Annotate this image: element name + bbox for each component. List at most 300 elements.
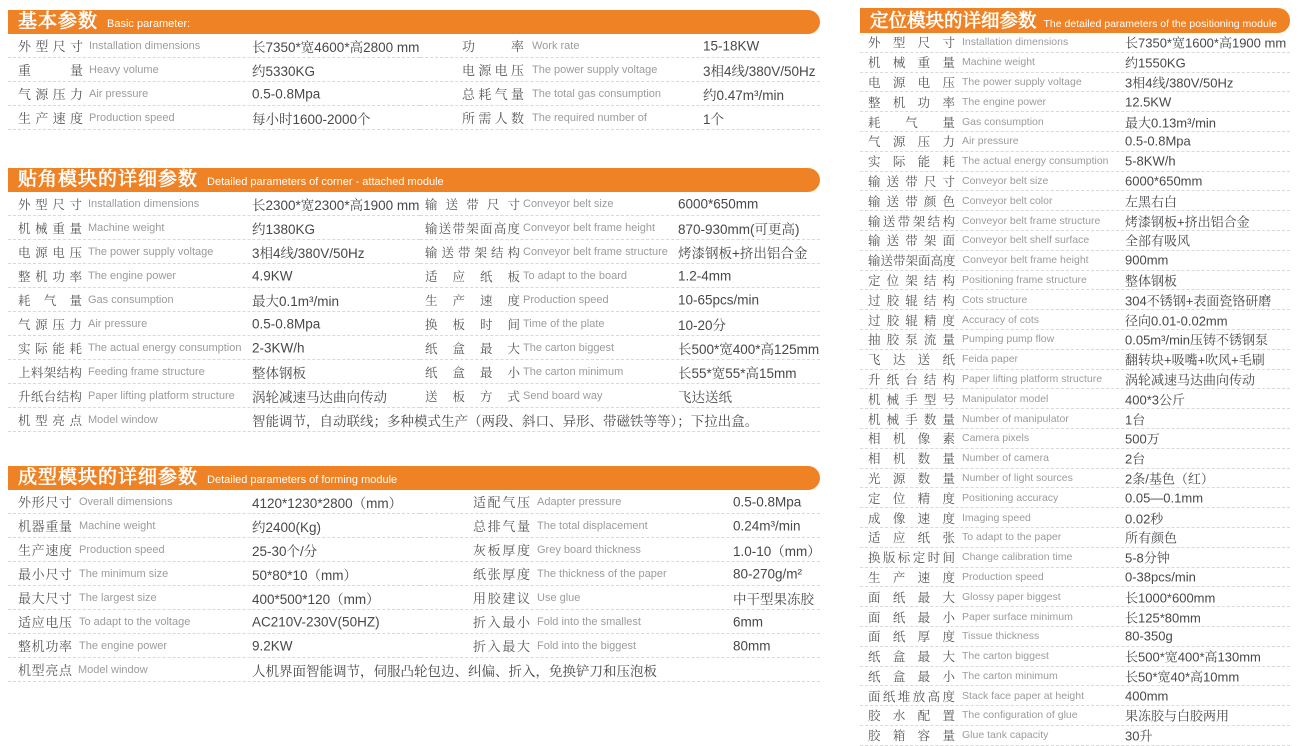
spec-label-en: Machine weight: [88, 221, 165, 234]
spec-row: [860, 350, 1290, 370]
spec-row: [860, 409, 1290, 429]
spec-label-zh: 纸盒最大: [425, 341, 520, 356]
spec-value: 长55*宽55*高15mm: [678, 365, 797, 381]
corner-header-bar: [8, 168, 820, 192]
spec-row: [860, 587, 1290, 607]
spec-label-en: Conveyor belt frame structure: [962, 214, 1101, 227]
spec-row: [860, 706, 1290, 726]
spec-value: 0.02秒: [1125, 511, 1164, 527]
forming-columns: [8, 490, 820, 658]
spec-label-zh: 耗气量: [868, 115, 955, 130]
corner-left-column: [8, 192, 420, 408]
spec-row: [8, 34, 420, 58]
spec-label-en: Air pressure: [89, 87, 149, 100]
positioning-rows: [860, 33, 1290, 746]
positioning-title-zh: 定位模块的详细参数: [870, 10, 1037, 31]
spec-value: 烤漆钢板+挤出铝合金: [1125, 214, 1250, 230]
spec-value: 约0.47m³/min: [703, 87, 785, 103]
spec-value: 涡轮减速马达曲向传动: [1125, 372, 1256, 388]
spec-label-en: The total gas consumption: [532, 87, 662, 100]
spec-row: [8, 336, 420, 360]
spec-row: [860, 53, 1290, 73]
spec-label-zh: 飞达送纸: [868, 353, 955, 368]
spec-label-en: Conveyor belt frame height: [962, 254, 1089, 267]
spec-value: 最大0.1m³/min: [252, 293, 340, 309]
spec-label-en: Heavy volume: [89, 63, 159, 76]
spec-label-zh: 电源电压: [18, 245, 82, 260]
spec-label-en: Paper lifting platform structure: [88, 389, 235, 402]
spec-value: 约2400(Kg): [252, 519, 322, 535]
spec-row: [420, 562, 820, 586]
spec-label-en: Gas consumption: [962, 115, 1044, 128]
spec-value: 长7350*宽4600*高2800 mm: [252, 39, 420, 55]
spec-label-zh: 最小尺寸: [18, 567, 72, 582]
spec-label-en: Conveyor belt color: [962, 194, 1053, 207]
spec-label-en: Conveyor belt shelf surface: [962, 234, 1090, 247]
basic-title-zh: 基本参数: [18, 11, 99, 32]
spec-label-zh: 纸张厚度: [473, 567, 530, 582]
spec-label-en: Imaging speed: [962, 511, 1031, 524]
spec-label-en: Number of light sources: [962, 471, 1073, 484]
spec-label-zh: 灰板厚度: [473, 543, 530, 558]
spec-row: [420, 82, 820, 106]
spec-row: [420, 288, 820, 312]
spec-row: [8, 562, 420, 586]
panel-corner-module: [8, 168, 820, 432]
spec-label-en: Installation dimensions: [89, 39, 201, 52]
spec-row: [860, 330, 1290, 350]
spec-label-en: Positioning accuracy: [962, 491, 1059, 504]
spec-label-en: Conveyor belt size: [523, 197, 614, 210]
spec-row: [860, 271, 1290, 291]
spec-value: 长2300*宽2300*高1900 mm: [252, 197, 420, 213]
spec-value: 3相4线/380V/50Hz: [703, 63, 816, 79]
spec-label-zh: 外型尺寸: [868, 36, 955, 51]
spec-value: 全部有吸风: [1125, 233, 1191, 249]
spec-label-en: Fold into the biggest: [537, 639, 637, 652]
spec-value: 1.2-4mm: [678, 268, 732, 283]
spec-label-en: To adapt to the voltage: [79, 615, 191, 628]
spec-row: [860, 112, 1290, 132]
spec-label-en: Production speed: [89, 111, 175, 124]
spec-value: 80-350g: [1125, 628, 1173, 644]
spec-value: 0.05—0.1mm: [1125, 490, 1204, 506]
spec-label-en: Installation dimensions: [88, 197, 200, 210]
spec-label-en: Air pressure: [88, 317, 148, 330]
spec-label-en: Model window: [88, 413, 158, 426]
spec-label-zh: 用胶建议: [473, 591, 530, 606]
spec-value: 400*500*120（mm）: [252, 591, 380, 607]
spec-label-zh: 折入最小: [473, 615, 530, 630]
spec-row: [860, 548, 1290, 568]
spec-label-zh: 生产速度: [425, 293, 520, 308]
spec-row: [420, 634, 820, 658]
spec-label-zh: 机械重量: [868, 56, 955, 71]
spec-label-zh: 升纸台结构: [868, 372, 955, 387]
spec-row: [420, 610, 820, 634]
spec-label-zh: 整机功率: [18, 639, 72, 654]
spec-label-zh: 送板方式: [425, 389, 520, 404]
panel-positioning-module: [860, 8, 1290, 746]
spec-label-zh: 换板时间: [425, 317, 520, 332]
spec-label-zh: 外形尺寸: [18, 495, 72, 510]
spec-label-zh: 机型亮点: [18, 663, 72, 678]
spec-label-zh: 所需人数: [462, 111, 524, 126]
spec-label-en: The carton minimum: [962, 669, 1058, 682]
spec-label-en: The power supply voltage: [962, 75, 1082, 88]
spec-label-zh: 输送带尺寸: [425, 197, 520, 212]
spec-value: 径向0.01-0.02mm: [1125, 313, 1228, 329]
spec-row: [860, 251, 1290, 271]
spec-label-en: Model window: [78, 663, 148, 676]
spec-value: 1台: [1125, 412, 1146, 428]
spec-label-en: The engine power: [88, 269, 177, 282]
spec-label-zh: 外型尺寸: [18, 197, 82, 212]
spec-row: [860, 73, 1290, 93]
spec-label-en: The total displacement: [537, 519, 648, 532]
spec-value: 智能调节，自动联线；多种模式生产（两段、斜口、异形、带磁铁等等）；下拉出盒。: [252, 413, 759, 429]
spec-label-en: The engine power: [79, 639, 168, 652]
corner-title-zh: 贴角模块的详细参数: [18, 169, 199, 190]
spec-value: 长50*宽40*高10mm: [1125, 669, 1240, 685]
spec-label-zh: 胶箱容量: [868, 729, 955, 744]
spec-label-en: Machine weight: [79, 519, 156, 532]
spec-label-zh: 面纸堆放高度: [868, 689, 955, 704]
spec-value: 0-38pcs/min: [1125, 569, 1196, 585]
spec-value: 果冻胶与白胶两用: [1125, 708, 1230, 724]
spec-row: [860, 488, 1290, 508]
spec-row: [860, 607, 1290, 627]
spec-label-zh: 耗气量: [18, 293, 82, 308]
spec-label-zh: 整机功率: [868, 95, 955, 110]
spec-label-zh: 生产速度: [868, 570, 955, 585]
forming-highlight-row: [8, 658, 820, 682]
spec-value: 长500*宽400*高125mm: [678, 341, 820, 357]
spec-label-zh: 光源数量: [868, 471, 955, 486]
spec-value: 约5330KG: [252, 63, 316, 79]
spec-label-en: The engine power: [962, 95, 1047, 108]
spec-row: [420, 192, 820, 216]
spec-value: 0.5-0.8Mpa: [733, 494, 802, 509]
spec-value: 400mm: [1125, 688, 1169, 704]
spec-value: 4120*1230*2800（mm）: [252, 495, 403, 511]
spec-label-en: To adapt to the paper: [962, 531, 1062, 544]
spec-value: 5-8分钟: [1125, 550, 1170, 566]
spec-label-zh: 输送带架面高度: [868, 254, 956, 269]
spec-value: 15-18KW: [703, 38, 760, 53]
spec-label-en: Overall dimensions: [79, 495, 173, 508]
spec-label-en: The minimum size: [79, 567, 169, 580]
spec-value: 飞达送纸: [678, 389, 732, 405]
spec-label-zh: 气源压力: [18, 317, 82, 332]
spec-row: [8, 106, 420, 130]
spec-label-zh: 功率: [462, 39, 524, 54]
spec-label-zh: 电源电压: [868, 75, 955, 90]
spec-label-zh: 纸盒最小: [425, 365, 520, 380]
spec-label-zh: 总耗气量: [462, 87, 524, 102]
spec-label-en: The thickness of the paper: [537, 567, 667, 580]
spec-row: [8, 192, 420, 216]
panel-basic-parameters: [8, 10, 820, 130]
spec-row: [420, 216, 820, 240]
spec-row: [860, 152, 1290, 172]
spec-value: 烤漆钢板+挤出铝合金: [678, 245, 808, 261]
spec-label-zh: 过胶辊精度: [868, 313, 955, 328]
spec-label-en: The configuration of glue: [962, 709, 1078, 722]
spec-label-en: The required number of: [532, 111, 647, 124]
spec-label-zh: 实际能耗: [868, 155, 955, 170]
spec-value: 左黑右白: [1125, 194, 1178, 210]
spec-value: 2条/基色（红）: [1125, 471, 1214, 487]
spec-label-en: Production speed: [79, 543, 165, 556]
spec-value: 9.2KW: [252, 638, 293, 653]
spec-row: [860, 172, 1290, 192]
spec-row: [8, 384, 420, 408]
spec-label-zh: 胶水配置: [868, 709, 955, 724]
spec-label-zh: 上料架结构: [18, 365, 82, 380]
corner-columns: [8, 192, 820, 408]
spec-label-zh: 适配气压: [473, 495, 530, 510]
spec-row: [420, 240, 820, 264]
spec-row: [860, 726, 1290, 746]
corner-right-column: [420, 192, 820, 408]
spec-value: 870-930mm(可更高): [678, 221, 800, 237]
spec-label-en: Number of camera: [962, 452, 1049, 465]
spec-label-zh: 机器重量: [18, 519, 72, 534]
spec-label-en: Use glue: [537, 591, 581, 604]
spec-value: 10-20分: [678, 317, 727, 333]
spec-value: 2-3KW/h: [252, 340, 305, 355]
spec-row: [860, 132, 1290, 152]
spec-label-en: The carton minimum: [523, 365, 624, 378]
spec-label-zh: 整机功率: [18, 269, 82, 284]
spec-value: 6mm: [733, 614, 763, 629]
spec-row: [8, 240, 420, 264]
spec-row: [8, 514, 420, 538]
spec-row: [860, 92, 1290, 112]
spec-label-zh: 输送带架结构: [425, 245, 520, 260]
spec-row: [860, 310, 1290, 330]
spec-label-zh: 电源电压: [462, 63, 524, 78]
spec-row: [8, 360, 420, 384]
basic-left-column: [8, 34, 420, 130]
spec-label-en: Fold into the smallest: [537, 615, 641, 628]
spec-row: [8, 610, 420, 634]
forming-title-zh: 成型模块的详细参数: [18, 467, 199, 488]
spec-value: 80mm: [733, 638, 771, 653]
spec-value: 1个: [703, 111, 725, 127]
spec-row: [860, 667, 1290, 687]
spec-label-en: Change calibration time: [962, 551, 1073, 564]
spec-label-zh: 生产速度: [18, 111, 83, 126]
spec-label-zh: 成像速度: [868, 511, 955, 526]
spec-label-zh: 输送带尺寸: [868, 174, 955, 189]
spec-row: [860, 528, 1290, 548]
spec-label-en: Accuracy of cots: [962, 313, 1040, 326]
spec-row: [860, 191, 1290, 211]
spec-row: [420, 336, 820, 360]
spec-row: [860, 389, 1290, 409]
spec-label-en: Stack face paper at height: [962, 689, 1084, 702]
spec-value: 整体钢板: [1125, 273, 1178, 289]
spec-label-en: Number of manipulator: [962, 412, 1069, 425]
spec-label-en: Glossy paper biggest: [962, 590, 1061, 603]
spec-label-zh: 输送带架结构: [868, 214, 955, 229]
spec-label-en: Conveyor belt size: [962, 174, 1049, 187]
spec-value: 25-30个/分: [252, 543, 318, 559]
spec-value: 900mm: [1125, 252, 1169, 268]
spec-row: [420, 106, 820, 130]
spec-row: [8, 312, 420, 336]
spec-row: [8, 264, 420, 288]
spec-label-en: The largest size: [79, 591, 157, 604]
spec-row: [860, 627, 1290, 647]
spec-label-en: Adapter pressure: [537, 495, 622, 508]
spec-row: [420, 58, 820, 82]
spec-label-en: The power supply voltage: [88, 245, 214, 258]
spec-label-zh: 面纸最大: [868, 590, 955, 605]
spec-label-zh: 定位架结构: [868, 273, 955, 288]
spec-label-zh: 面纸厚度: [868, 630, 955, 645]
spec-value: AC210V-230V(50HZ): [252, 614, 380, 629]
spec-row: [8, 216, 420, 240]
spec-label-en: Tissue thickness: [962, 630, 1040, 643]
spec-value: 30升: [1125, 728, 1153, 744]
spec-value: 400*3公斤: [1125, 392, 1185, 408]
spec-label-en: Manipulator model: [962, 392, 1049, 405]
spec-label-zh: 相机像素: [868, 432, 955, 447]
spec-value: 0.05m³/min压铸不锈钢泵: [1125, 332, 1269, 348]
spec-row: [860, 568, 1290, 588]
spec-value: 每小时1600-2000个: [252, 111, 371, 127]
spec-value: 500万: [1125, 431, 1160, 447]
spec-value: 中干型果冻胶: [733, 591, 814, 607]
spec-label-zh: 面纸最小: [868, 610, 955, 625]
spec-value: 所有颜色: [1125, 530, 1178, 546]
spec-row: [420, 490, 820, 514]
spec-label-en: The carton biggest: [962, 650, 1049, 663]
spec-row: [420, 514, 820, 538]
spec-label-zh: 过胶辊结构: [868, 293, 955, 308]
spec-row: [420, 312, 820, 336]
spec-label-zh: 重量: [18, 63, 83, 78]
spec-value: 50*80*10（mm）: [252, 567, 358, 583]
basic-right-column: [420, 34, 820, 130]
spec-label-en: Production speed: [523, 293, 609, 306]
forming-right-column: [420, 490, 820, 658]
spec-value: 3相4线/380V/50Hz: [252, 245, 365, 261]
spec-label-en: Work rate: [532, 39, 580, 52]
spec-value: 3相4线/380V/50Hz: [1125, 75, 1234, 91]
spec-label-zh: 适应纸板: [425, 269, 520, 284]
spec-label-zh: 生产速度: [18, 543, 72, 558]
spec-row: [860, 231, 1290, 251]
spec-label-en: The power supply voltage: [532, 63, 658, 76]
spec-label-en: Feeding frame structure: [88, 365, 205, 378]
basic-title-en: Basic parameter:: [107, 18, 191, 30]
spec-value: 约1550KG: [1125, 55, 1186, 71]
spec-label-zh: 输送带架面高度: [425, 221, 520, 236]
spec-row: [860, 211, 1290, 231]
spec-label-zh: 实际能耗: [18, 341, 82, 356]
spec-label-en: Paper lifting platform structure: [962, 372, 1103, 385]
spec-value: 10-65pcs/min: [678, 292, 760, 307]
spec-label-zh: 总排气量: [473, 519, 530, 534]
spec-value: 涡轮减速马达曲向传动: [252, 389, 387, 405]
spec-value: 0.5-0.8Mpa: [252, 86, 321, 101]
spec-row: [420, 264, 820, 288]
spec-label-zh: 机械手数量: [868, 412, 955, 427]
spec-value: 最大0.13m³/min: [1125, 115, 1217, 131]
positioning-header-bar: [860, 8, 1290, 33]
spec-label-zh: 输送带架面: [868, 234, 955, 249]
spec-label-en: Camera pixels: [962, 432, 1030, 445]
spec-row: [8, 538, 420, 562]
spec-label-en: Machine weight: [962, 56, 1035, 69]
spec-label-en: Conveyor belt frame height: [523, 221, 656, 234]
spec-label-en: Conveyor belt frame structure: [523, 245, 668, 258]
spec-value: 长7350*宽1600*高1900 mm: [1125, 35, 1287, 51]
spec-label-zh: 机械手型号: [868, 392, 955, 407]
spec-value: 0.5-0.8Mpa: [1125, 133, 1191, 149]
spec-row: [8, 288, 420, 312]
spec-label-zh: 最大尺寸: [18, 591, 72, 606]
spec-value: 长1000*600mm: [1125, 590, 1216, 606]
spec-value: 12.5KW: [1125, 94, 1172, 110]
spec-row: [860, 647, 1290, 667]
spec-label-en: Feida paper: [962, 353, 1019, 366]
spec-row: [420, 538, 820, 562]
basic-header-bar: [8, 10, 820, 34]
spec-value: 4.9KW: [252, 268, 293, 283]
spec-value: 约1380KG: [252, 221, 316, 237]
spec-label-en: Grey board thickness: [537, 543, 641, 556]
spec-label-en: Glue tank capacity: [962, 729, 1049, 742]
spec-label-en: The carton biggest: [523, 341, 615, 354]
spec-value: 6000*650mm: [678, 196, 759, 211]
spec-label-en: The actual energy consumption: [962, 155, 1109, 168]
spec-label-zh: 外型尺寸: [18, 39, 83, 54]
basic-columns: [8, 34, 820, 130]
spec-value: 长500*宽400*高130mm: [1125, 649, 1261, 665]
forming-header-bar: [8, 466, 820, 490]
spec-label-en: Send board way: [523, 389, 603, 402]
spec-value: 80-270g/m²: [733, 566, 803, 581]
forming-title-en: Detailed parameters of forming module: [207, 474, 398, 486]
spec-label-zh: 输送带颜色: [868, 194, 955, 209]
spec-label-zh: 升纸台结构: [18, 389, 82, 404]
spec-row: [8, 82, 420, 106]
spec-row: [8, 58, 420, 82]
spec-value: 2台: [1125, 451, 1146, 467]
spec-label-en: Production speed: [962, 570, 1044, 583]
spec-row: [8, 634, 420, 658]
spec-label-en: Pumping pump flow: [962, 333, 1055, 346]
corner-highlight-row: [8, 408, 820, 432]
spec-row: [860, 686, 1290, 706]
spec-label-zh: 抽胶泵流量: [868, 333, 955, 348]
spec-label-en: The actual energy consumption: [88, 341, 242, 354]
spec-row: [860, 508, 1290, 528]
spec-row: [8, 490, 420, 514]
spec-label-zh: 纸盒最大: [868, 650, 955, 665]
spec-label-zh: 定位精度: [868, 491, 955, 506]
spec-row: [420, 586, 820, 610]
spec-row: [860, 290, 1290, 310]
spec-label-zh: 纸盒最小: [868, 669, 955, 684]
spec-label-zh: 折入最大: [473, 639, 530, 654]
spec-label-zh: 换版标定时间: [868, 551, 955, 566]
